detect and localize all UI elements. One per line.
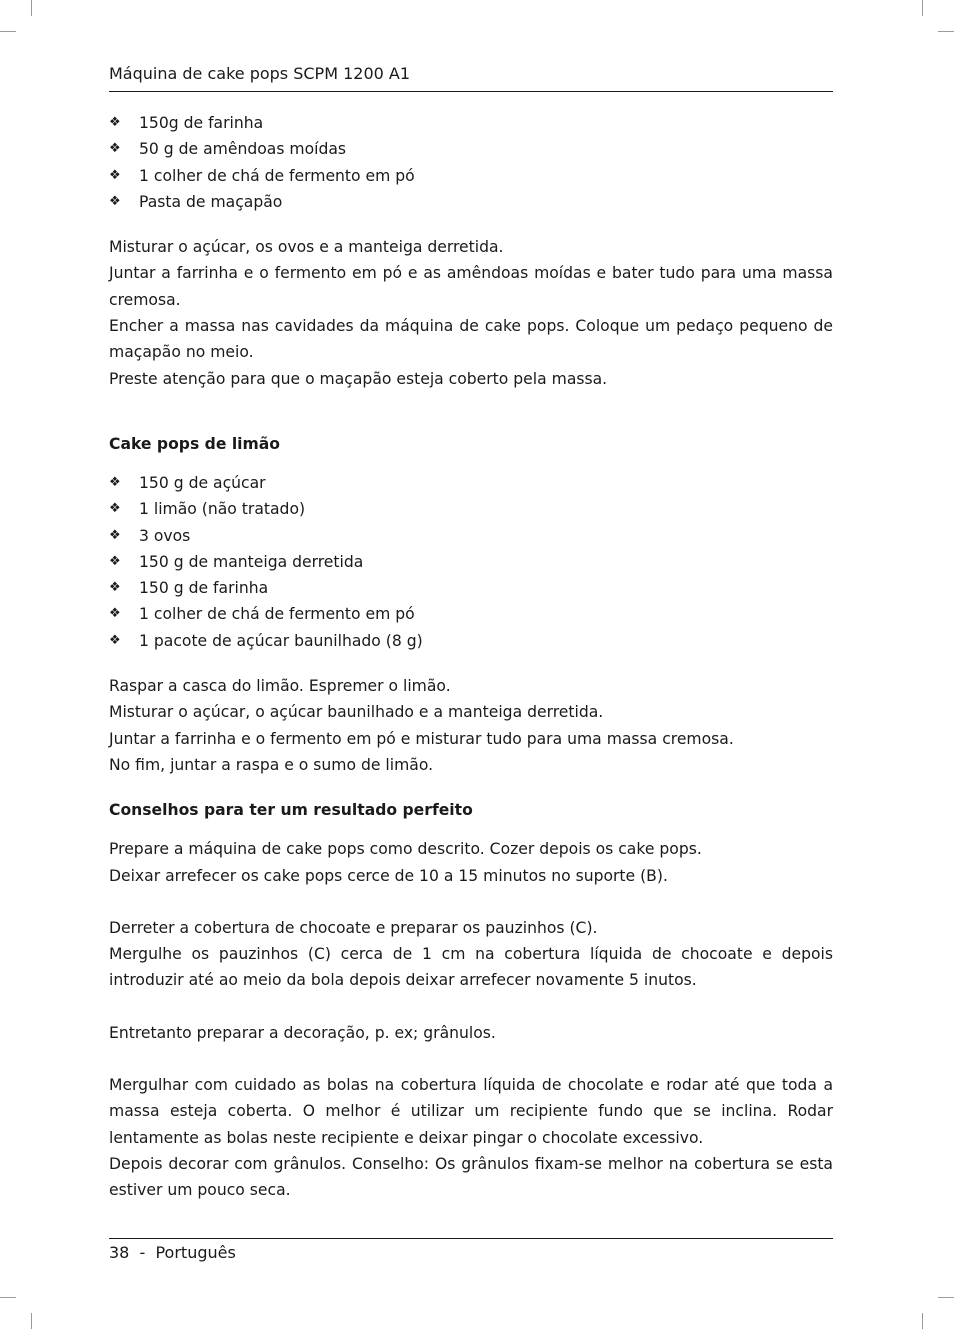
step-text: Juntar a farrinha e o fermento em pó e misturar tudo para uma massa cremosa.	[109, 729, 734, 748]
footer-rule	[109, 1238, 833, 1239]
ingredient-list-lemon	[109, 470, 833, 654]
list-item: ❖ Pasta de maçapão	[109, 189, 833, 215]
list-item: ❖ 50 g de amêndoas moídas	[109, 136, 833, 162]
step-text: Misturar o açúcar, o açúcar baunilhado e a manteiga derretida.	[109, 703, 604, 722]
step-text: No fim, juntar a raspa e o sumo de limão.	[109, 755, 434, 774]
crop-mark	[31, 1313, 32, 1329]
list-item: ❖ 1 colher de chá de fermento em pó	[109, 163, 833, 189]
tip-paragraph: Mergulhe os pauzinhos (C) cerca de 1 cm na cobertura líquida de chocoate e depois introduzir até ao meio da bola depois deixar arrefecer novamente 5 inutos.	[109, 945, 833, 990]
crop-mark	[0, 1297, 16, 1298]
section-heading: Conselhos para ter um resultado perfeito	[109, 801, 473, 820]
crop-mark	[0, 31, 16, 32]
running-header: Máquina de cake pops SCPM 1200 A1	[109, 64, 411, 83]
step-text: Misturar o açúcar, os ovos e a manteiga derretida.	[109, 238, 504, 257]
crop-mark	[922, 1313, 923, 1329]
bullet-icon: ❖	[109, 193, 121, 209]
section-heading: Cake pops de limão	[109, 434, 281, 453]
list-item: ❖ 150g de farinha	[109, 110, 833, 136]
crop-mark	[922, 0, 923, 16]
bullet-icon: ❖	[109, 527, 121, 543]
list-item: ❖ 1 limão (não tratado)	[109, 496, 833, 522]
bullet-icon: ❖	[109, 141, 121, 157]
crop-mark	[938, 31, 954, 32]
bullet-icon: ❖	[109, 474, 121, 490]
step-text: Preste atenção para que o maçapão esteja coberto pela massa.	[109, 369, 608, 388]
tip-paragraph: Deixar arrefecer os cake pops cerce de 10 a 15 minutos no suporte (B).	[109, 866, 668, 885]
page-content	[109, 110, 833, 1204]
ingredient-list-marzipan	[109, 110, 833, 215]
tip-paragraph: Entretanto preparar a decoração, p. ex; grânulos.	[109, 1023, 496, 1042]
bullet-icon: ❖	[109, 632, 121, 648]
header-rule	[109, 91, 833, 92]
bullet-icon: ❖	[109, 115, 121, 130]
crop-mark	[938, 1297, 954, 1298]
bullet-icon: ❖	[109, 580, 121, 596]
list-item: ❖ 150 g de manteiga derretida	[109, 549, 833, 575]
crop-mark	[31, 0, 32, 16]
step-text: Encher a massa nas cavidades da máquina de cake pops. Coloque um pedaço pequeno de maçapão no meio.	[109, 317, 833, 362]
bullet-icon: ❖	[109, 606, 121, 622]
list-item: ❖ 1 pacote de açúcar baunilhado (8 g)	[109, 628, 833, 654]
tip-paragraph: Derreter a cobertura de chocoate e preparar os pauzinhos (C).	[109, 918, 598, 937]
list-item: ❖ 150 g de açúcar	[109, 470, 833, 496]
bullet-icon: ❖	[109, 553, 121, 569]
list-item: ❖ 3 ovos	[109, 523, 833, 549]
step-text: Juntar a farrinha e o fermento em pó e as amêndoas moídas e bater tudo para uma massa cremosa.	[109, 264, 833, 309]
step-text: Raspar a casca do limão. Espremer o limão.	[109, 677, 451, 696]
list-item: ❖ 150 g de farinha	[109, 575, 833, 601]
tip-paragraph: Prepare a máquina de cake pops como descrito. Cozer depois os cake pops.	[109, 840, 702, 859]
bullet-icon: ❖	[109, 501, 121, 517]
list-item: ❖ 1 colher de chá de fermento em pó	[109, 601, 833, 627]
tip-paragraph: Depois decorar com grânulos. Conselho: Os grânulos fixam-se melhor na cobertura se esta estiver um pouco seca.	[109, 1154, 833, 1200]
page-footer: 38 - Português	[109, 1243, 236, 1262]
bullet-icon: ❖	[109, 167, 121, 183]
tip-paragraph: Mergulhar com cuidado as bolas na cobertura líquida de chocolate e rodar até que toda a massa esteja coberta. O melhor é utilizar um recipiente fundo que se inclina. Rodar lentamente as bolas neste recipiente e deixar pingar o chocolate excessivo.	[109, 1076, 833, 1147]
